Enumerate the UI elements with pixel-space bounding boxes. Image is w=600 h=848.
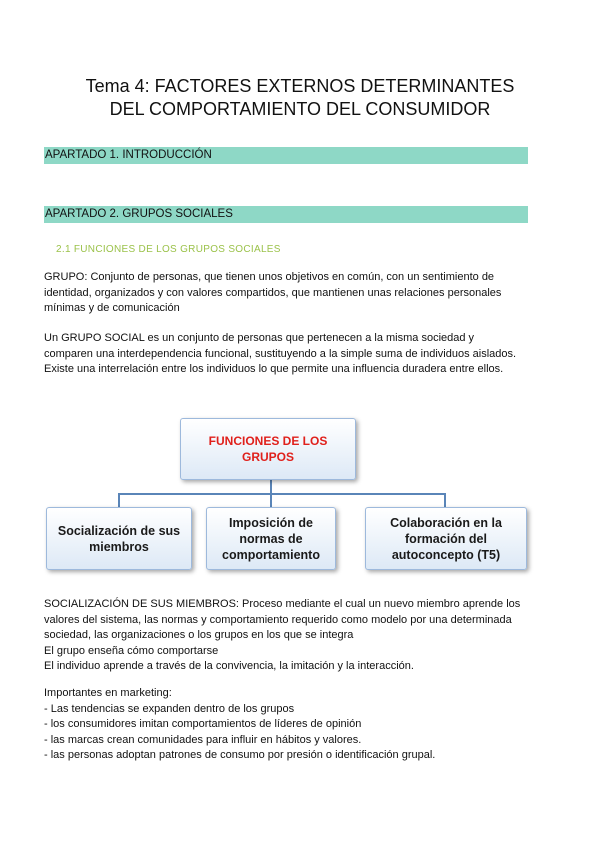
paragraph-marketing bbox=[44, 686, 544, 764]
diagram-child-label: comportamiento bbox=[222, 547, 320, 562]
diagram-root-box bbox=[180, 418, 356, 480]
text-line: identidad, organizados y con valores compartidos, que mantienen unas relaciones personales bbox=[44, 286, 502, 299]
diagram-child-label: Socialización de sus bbox=[57, 523, 181, 538]
connector-middle bbox=[270, 493, 272, 507]
text-line: valores del sistema, las normas y comportamiento requerido como modelo por una determinada bbox=[44, 613, 512, 626]
diagram-child-label: formación del bbox=[405, 531, 487, 546]
list-item: - las marcas crean comunidades para influir en hábitos y valores. bbox=[44, 733, 362, 746]
diagram-child-label: miembros bbox=[89, 539, 149, 554]
text-line: comparen una interdependencia funcional, sustituyendo a la simple suma de individuos aislados. bbox=[44, 347, 517, 360]
diagram-child-box-3 bbox=[365, 507, 527, 570]
diagram-child-box-2 bbox=[206, 507, 336, 570]
diagram-root-label: FUNCIONES DE LOS GRUPOS bbox=[208, 434, 328, 464]
connector-horizontal bbox=[118, 493, 446, 495]
subsection-heading-2-1: 2.1 FUNCIONES DE LOS GRUPOS SOCIALES bbox=[56, 244, 281, 255]
text-line: El individuo aprende a través de la convivencia, la imitación y la interacción. bbox=[44, 660, 414, 672]
paragraph-socializacion bbox=[44, 597, 544, 675]
diagram-child-label: autoconcepto (T5) bbox=[391, 547, 501, 562]
title-line-1: Tema 4: FACTORES EXTERNOS DETERMINANTES bbox=[85, 76, 515, 96]
paragraph-grupo bbox=[44, 270, 544, 317]
text-line: GRUPO: Conjunto de personas, que tienen unos objetivos en común, con un sentimiento de bbox=[44, 271, 495, 283]
title-line-2: DEL COMPORTAMIENTO DEL CONSUMIDOR bbox=[109, 99, 491, 119]
text-line: mínimas y de comunicación bbox=[44, 302, 180, 314]
text-line: El grupo enseña cómo comportarse bbox=[44, 644, 219, 657]
text-line: Importantes en marketing: bbox=[44, 687, 172, 699]
text-line: SOCIALIZACIÓN DE SUS MIEMBROS: Proceso mediante el cual un nuevo miembro aprende los bbox=[44, 598, 521, 610]
text-line: Un GRUPO SOCIAL es un conjunto de personas que pertenecen a la misma sociedad y bbox=[44, 332, 475, 344]
text-line: Existe una interrelación entre los individuos lo que permite una influencia duradera entre ellos. bbox=[44, 363, 504, 375]
paragraph-grupo-social bbox=[44, 331, 544, 378]
list-item: - las personas adoptan patrones de consumo por presión o identificación grupal. bbox=[44, 749, 436, 761]
list-item: - Las tendencias se expanden dentro de los grupos bbox=[44, 702, 295, 715]
diagram-child-label: Imposición de bbox=[228, 515, 314, 530]
list-item: - los consumidores imitan comportamientos de líderes de opinión bbox=[44, 718, 362, 730]
connector-vertical-top bbox=[270, 480, 272, 494]
section-heading-2: APARTADO 2. GRUPOS SOCIALES bbox=[44, 206, 528, 223]
diagram-child-label: Colaboración en la bbox=[390, 515, 502, 530]
text-line: sociedad, las organizaciones o los grupos en los que se integra bbox=[44, 629, 354, 641]
functions-diagram bbox=[42, 414, 532, 584]
diagram-child-box-1 bbox=[46, 507, 192, 570]
document-title bbox=[40, 75, 560, 121]
section-heading-1: APARTADO 1. INTRODUCCIÓN bbox=[44, 147, 528, 164]
diagram-child-label: normas de bbox=[239, 531, 303, 546]
